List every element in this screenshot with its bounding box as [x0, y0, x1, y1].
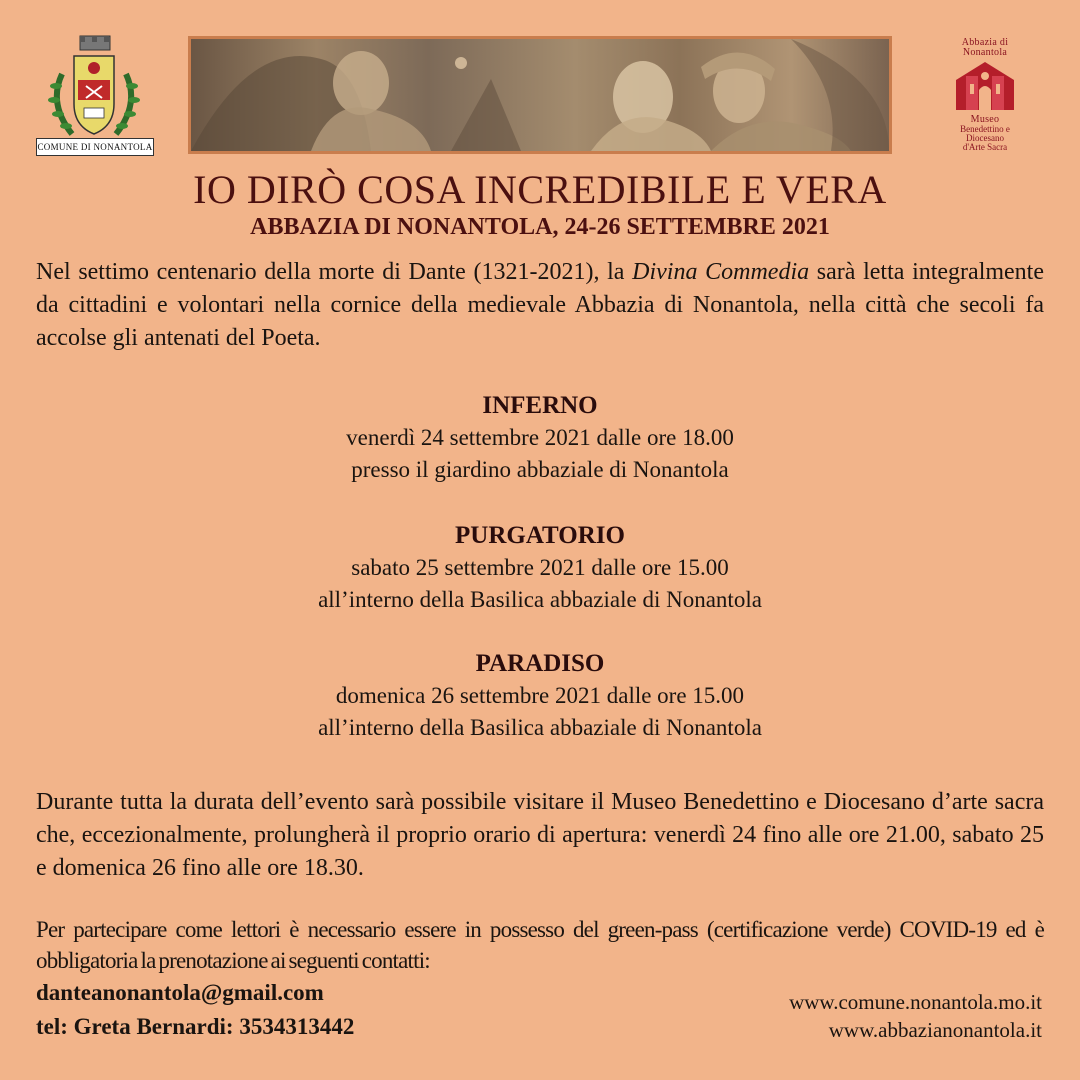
section-heading: INFERNO [482, 392, 598, 419]
museum-logo-line1: Abbazia di [961, 37, 1009, 48]
section-date: sabato 25 settembre 2021 dalle ore 15.00 [351, 555, 729, 580]
contact-email[interactable]: danteanonantola@gmail.com [36, 980, 324, 1005]
abbey-facade-icon [950, 58, 1020, 110]
page-subtitle: ABBAZIA DI NONANTOLA, 24-26 SETTEMBRE 2021 [250, 214, 830, 240]
intro-paragraph [36, 256, 1044, 355]
participation-note: Per partecipare come lettori è necessario essere in possesso del green-pass (certificazione verde) COVID-19 ed è obbligatoria la prenotazione ai seguenti contatti: [36, 917, 1044, 973]
page-title: IO DIRÒ COSA INCREDIBILE E VERA [193, 167, 887, 212]
section-paradiso [0, 648, 1080, 744]
intro-italic-title: Divina Commedia [632, 259, 810, 285]
section-date: venerdì 24 settembre 2021 dalle ore 18.00 [346, 425, 734, 450]
museum-logo-line3: Museo [970, 114, 1000, 125]
crest-label: COMUNE DI NONANTOLA [36, 138, 154, 156]
museum-logo-line4: Benedettino e [960, 124, 1010, 134]
section-heading: PURGATORIO [455, 522, 625, 549]
museum-logo-line2: Nonantola [962, 47, 1008, 58]
website-link-abbazia[interactable]: www.abbazianonantola.it [828, 1018, 1042, 1042]
intro-text-start: Nel settimo centenario della morte di Dante (1321-2021), la [36, 259, 633, 285]
intro-text-end: sarà letta integralmente da cittadini e volontari nella cornice della medievale Abbazia di Nonantola, nella città che secoli fa accolse gli antenati del Poeta. [36, 259, 1045, 351]
museum-logo-line5: Diocesano [966, 133, 1004, 143]
section-date: domenica 26 settembre 2021 dalle ore 15.00 [335, 683, 745, 708]
website-link-comune[interactable]: www.comune.nonantola.mo.it [789, 990, 1042, 1014]
museum-logo [950, 38, 1020, 154]
relief-banner-image [188, 36, 892, 154]
museum-logo-line6: d'Arte Sacra [962, 142, 1008, 152]
section-place: all’interno della Basilica abbaziale di Nonantola [318, 715, 762, 740]
section-place: all’interno della Basilica abbaziale di Nonantola [318, 587, 762, 612]
section-heading: PARADISO [475, 650, 605, 677]
contact-phone[interactable]: tel: Greta Bernardi: 3534313442 [36, 1014, 355, 1039]
section-inferno [0, 390, 1080, 486]
section-purgatorio [0, 520, 1080, 616]
section-place: presso il giardino abbaziale di Nonantola [351, 457, 729, 482]
museum-note: Durante tutta la durata dell’evento sarà possibile visitare il Museo Benedettino e Diocesano d’arte sacra che, eccezionalmente, prolungherà il proprio orario di apertura: venerdì 24 fino alle ore 21.00, sabato 25 e domenica 26 fino alle ore 18.30. [36, 789, 1044, 881]
coat-of-arms-icon [34, 34, 154, 154]
